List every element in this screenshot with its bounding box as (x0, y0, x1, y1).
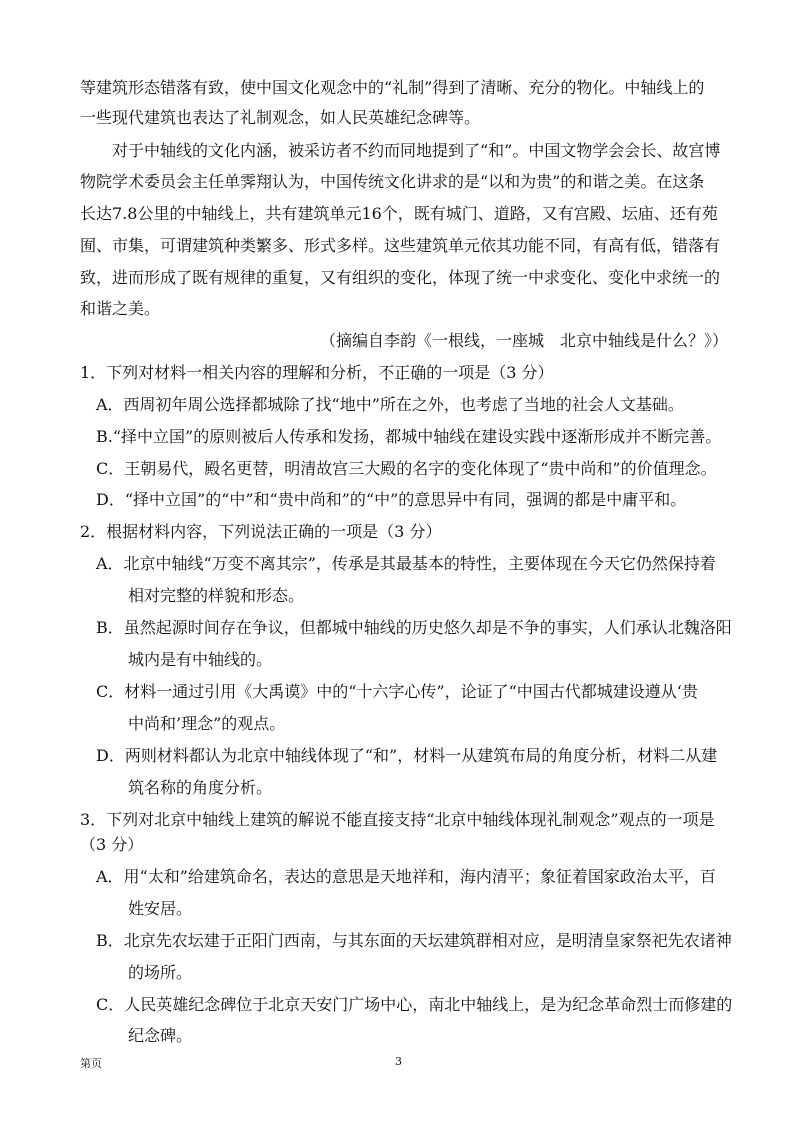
question-2-option-b-cont: 城内是有中轴线的。 (128, 650, 273, 669)
emphasis-char: 确 (410, 363, 427, 382)
passage-line: 一些现代建筑也表达了礼制观念，如人民英雄纪念碑等。 (80, 108, 481, 127)
question-2-option-d: D．两则材料都认为北京中轴线体现了“和”，材料一从建筑布局的角度分析，材料二从建 (96, 746, 718, 765)
question-3-points: （3 分） (80, 835, 144, 854)
question-2-option-a-cont: 相对完整的样貌和形态。 (128, 586, 305, 605)
question-2-option-c-cont: 中尚和’理念”的观点。 (128, 714, 286, 733)
passage-line: 物院学术委员会主任单霁翔认为，中国传统文化讲求的是“以和为贵”的和谐之美。在这条 (80, 172, 705, 191)
passage-line: 等建筑形态错落有致，使中国文化观念中的“礼制”得到了清晰、充分的物化。中轴线上的 (80, 78, 705, 97)
question-3-option-b: B．北京先农坛建于正阳门西南，与其东面的天坛建筑群相对应，是明清皇家祭祀先农诸神 (96, 931, 732, 950)
question-1-option-a: A．西周初年周公选择都城除了找“地中”所在之外，也考虑了当地的社会人文基础。 (96, 395, 684, 414)
question-2-option-a: A．北京中轴线“万变不离其宗”，传承是其最基本的特性，主要体现在今天它仍然保持着 (96, 554, 716, 573)
question-1-option-c: C．王朝易代，殿名更替，明清故宫三大殿的名字的变化体现了“贵中尚和”的价值理念。 (96, 459, 717, 478)
passage-line: 对于中轴线的文化内涵，被采访者不约而同地提到了“和”。中国文物学会会长、故宫博 (112, 141, 721, 160)
question-2-option-b: B．虽然起源时间存在争议，但都城中轴线的历史悠久却是不争的事实，人们承认北魏洛阳 (96, 618, 732, 637)
footer-page-number: 3 (395, 1055, 402, 1068)
question-2-option-d-cont: 筑名称的角度分析。 (128, 778, 273, 797)
question-2-stem: 2．根据材料内容，下列说法正确的一项是（3 分） (80, 522, 442, 541)
passage-line: 长达7.8公里的中轴线上，共有建筑单元16个，既有城门、道路，又有宫殿、坛庙、还有苑 (80, 204, 718, 223)
passage-line: 致，进而形成了既有规律的重复，又有组织的变化，体现了统一中求变化、变化中求统一的 (80, 268, 721, 287)
question-3-option-c-cont: 纪念碑。 (128, 1026, 193, 1045)
emphasis-char: 不 (330, 810, 347, 829)
passage-line: 和谐之美。 (80, 299, 161, 318)
question-3-option-c: C．人民英雄纪念碑位于北京天安门广场中心，南北中轴线上，是为纪念革命烈士而修建的 (96, 995, 733, 1014)
passage-source: （摘编自李韵《一根线，一座城 北京中轴线是什么？》） (320, 331, 729, 350)
question-3-stem: 3．下列对北京中轴线上建筑的解说不能直接支持“北京中轴线体现礼制观念”观点的一项是 (80, 810, 715, 829)
footer-page-label: 第页 (80, 1057, 102, 1070)
passage-line: 囿、市集，可谓建筑种类繁多、形式多样。这些建筑单元依其功能不同，有高有低，错落有 (80, 236, 721, 255)
emphasis-char: 正 (394, 363, 411, 382)
question-1-option-b: B.“择中立国”的原则被后人传承和发扬，都城中轴线在建设实践中逐渐形成并不断完善。 (96, 427, 722, 446)
emphasis-char: 不 (378, 363, 395, 382)
question-3-option-a-cont: 姓安居。 (128, 899, 193, 918)
question-3-option-a: A．用“太和”给建筑命名，表达的意思是天地祥和，海内清平；象征着国家政治太平，百 (96, 867, 716, 886)
question-3-option-b-cont: 的场所。 (128, 963, 193, 982)
question-2-option-c: C．材料一通过引用《大禹谟》中的“十六字心传”，论证了“中国古代都城建设遵从‘贵 (96, 682, 698, 701)
question-1-stem: 1．下列对材料一相关内容的理解和分析，不正确的一项是（3 分） (80, 363, 554, 382)
emphasis-char: 能 (346, 810, 363, 829)
question-1-option-d: D．“择中立国”的“中”和“贵中尚和”的“中”的意思异中有同，强调的都是中庸平和。 (96, 490, 687, 509)
